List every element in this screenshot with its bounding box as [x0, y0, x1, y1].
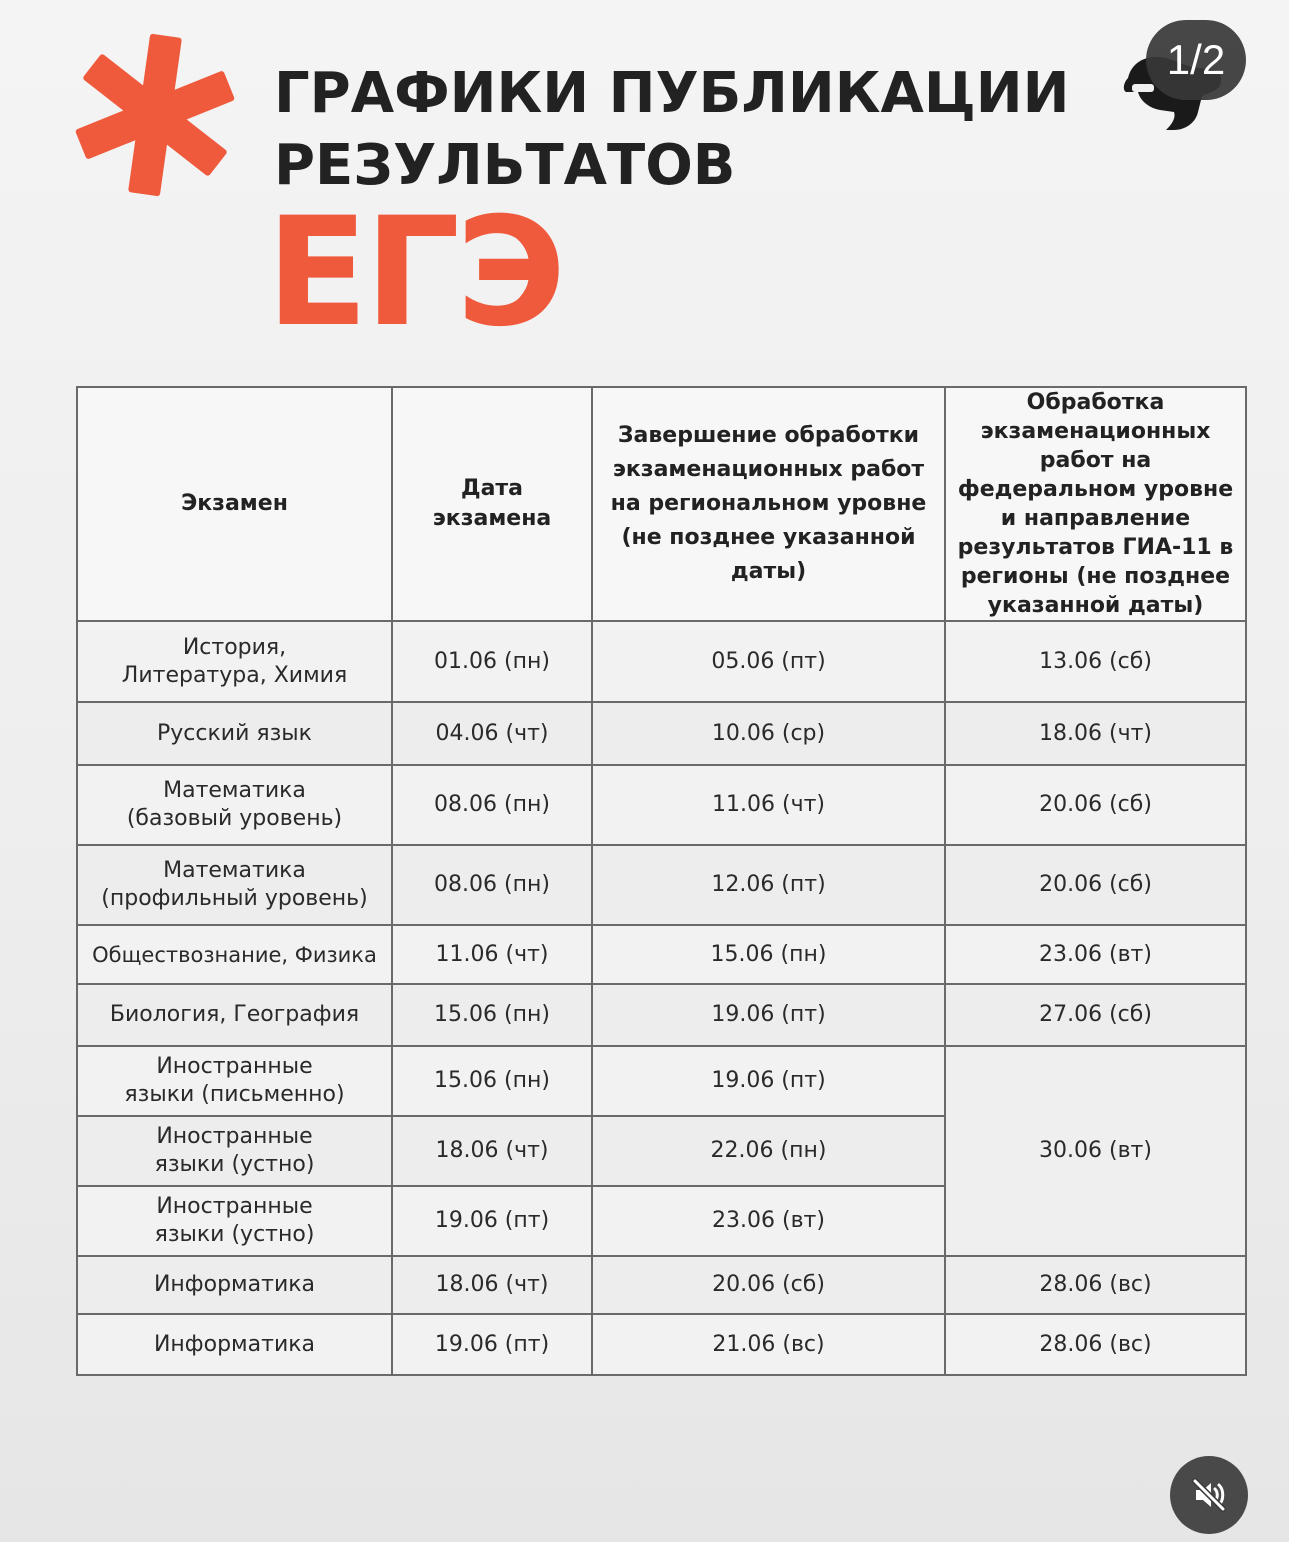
header-exam-date: Дата экзамена — [392, 387, 592, 621]
cell-exam: Русский язык — [77, 702, 392, 765]
title-line-2: РЕЗУЛЬТАТОВ — [274, 133, 736, 198]
story-page-indicator: 1/2 — [1146, 20, 1246, 100]
cell-federal-merged: 30.06 (вт) — [945, 1046, 1246, 1256]
table-header-row — [77, 387, 1246, 621]
cell-date: 08.06 (пн) — [392, 765, 592, 845]
cell-date: 18.06 (чт) — [392, 1116, 592, 1186]
cell-exam: Информатика — [77, 1314, 392, 1375]
cell-exam: Информатика — [77, 1256, 392, 1314]
brand-title: ЕГЭ — [266, 186, 563, 360]
table-row — [77, 765, 1246, 845]
cell-federal: 28.06 (вс) — [945, 1256, 1246, 1314]
cell-regional: 23.06 (вт) — [592, 1186, 945, 1256]
table-row — [77, 1046, 1246, 1116]
cell-regional: 05.06 (пт) — [592, 621, 945, 702]
cell-federal: 20.06 (сб) — [945, 845, 1246, 925]
table-row — [77, 984, 1246, 1046]
header-federal-processing: Обработка экзаменационных работ на федеральном уровне и направление результатов ГИА-11 в регионы (не позднее указанной даты) — [945, 387, 1246, 621]
cell-exam: Иностранные языки (устно) — [77, 1186, 392, 1256]
cell-regional: 21.06 (вс) — [592, 1314, 945, 1375]
cell-federal: 20.06 (сб) — [945, 765, 1246, 845]
cell-regional: 15.06 (пн) — [592, 925, 945, 984]
table-row — [77, 1314, 1246, 1375]
results-schedule-table — [76, 386, 1245, 1357]
header-exam: Экзамен — [77, 387, 392, 621]
cell-date: 01.06 (пн) — [392, 621, 592, 702]
cell-federal: 27.06 (сб) — [945, 984, 1246, 1046]
cell-regional: 20.06 (сб) — [592, 1256, 945, 1314]
cell-regional: 11.06 (чт) — [592, 765, 945, 845]
table-row — [77, 845, 1246, 925]
cell-exam: Биология, География — [77, 984, 392, 1046]
table-row — [77, 621, 1246, 702]
table-row — [77, 1256, 1246, 1314]
cell-date: 19.06 (пт) — [392, 1186, 592, 1256]
cell-exam: Иностранные языки (устно) — [77, 1116, 392, 1186]
cell-regional: 19.06 (пт) — [592, 984, 945, 1046]
cell-federal: 23.06 (вт) — [945, 925, 1246, 984]
cell-date: 08.06 (пн) — [392, 845, 592, 925]
cell-regional: 10.06 (ср) — [592, 702, 945, 765]
cell-federal: 28.06 (вс) — [945, 1314, 1246, 1375]
schedule-table — [76, 386, 1247, 1376]
table-row — [77, 925, 1246, 984]
cell-regional: 19.06 (пт) — [592, 1046, 945, 1116]
page-title — [274, 58, 1070, 202]
cell-date: 04.06 (чт) — [392, 702, 592, 765]
cell-federal: 13.06 (сб) — [945, 621, 1246, 702]
cell-regional: 12.06 (пт) — [592, 845, 945, 925]
cell-regional: 22.06 (пн) — [592, 1116, 945, 1186]
cell-date: 11.06 (чт) — [392, 925, 592, 984]
cell-exam: История, Литература, Химия — [77, 621, 392, 702]
cell-exam: Математика (профильный уровень) — [77, 845, 392, 925]
cell-exam: Математика (базовый уровень) — [77, 765, 392, 845]
table-row — [77, 702, 1246, 765]
cell-date: 19.06 (пт) — [392, 1314, 592, 1375]
muted-speaker-icon — [1189, 1475, 1229, 1515]
cell-federal: 18.06 (чт) — [945, 702, 1246, 765]
asterisk-icon — [70, 30, 240, 200]
header-regional-processing: Завершение обработки экзаменационных работ на региональном уровне (не позднее указанной даты) — [592, 387, 945, 621]
title-line-1: ГРАФИКИ ПУБЛИКАЦИИ — [274, 61, 1070, 126]
cell-date: 18.06 (чт) — [392, 1256, 592, 1314]
cell-date: 15.06 (пн) — [392, 1046, 592, 1116]
cell-date: 15.06 (пн) — [392, 984, 592, 1046]
mute-button[interactable] — [1170, 1456, 1248, 1534]
cell-exam: Обществознание, Физика — [77, 925, 392, 984]
cell-exam: Иностранные языки (письменно) — [77, 1046, 392, 1116]
